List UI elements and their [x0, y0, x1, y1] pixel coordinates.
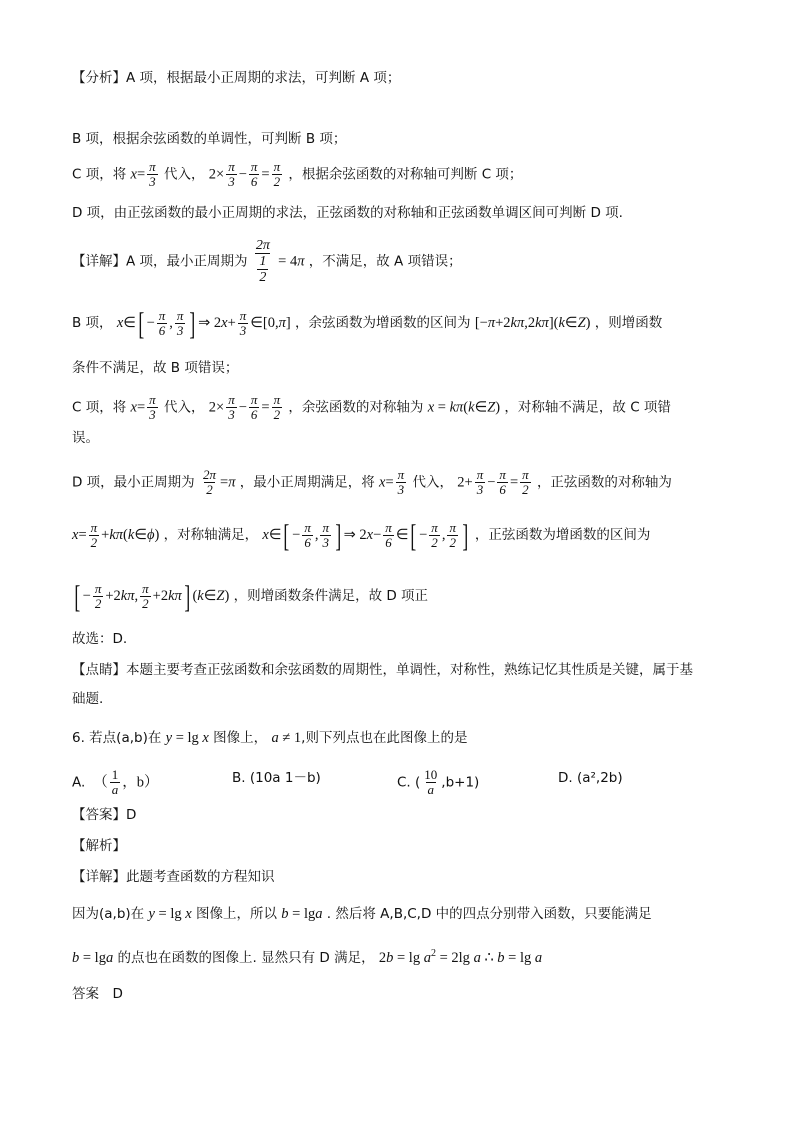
analysis-line-3: C 项，将 x= $\frac{\pi}{3}$ 代入， 2× $\frac{\pi}{3}$ − $\frac{\pi}{6}$ = $\frac{\pi}{2}$ ，根据余弦函数的对称轴可判断 C 项；	[72, 159, 523, 189]
option-d: D. (a²,2b)	[558, 770, 623, 786]
solution-line-2: b = lga 的点也在函数的图像上. 显然只有 D 满足， $2b = \lg a^2 = 2\lg$ a ∴ b = lg a	[72, 948, 543, 966]
detail-d-3: [ − $\frac{\pi}{2}$ +2kπ, $\frac{\pi}{2}$ +2kπ] (k∈Z) ，则增函数条件满足，故 D 项正	[74, 578, 429, 614]
option-b: B. (10a 1－b)	[232, 770, 321, 786]
detail-d: D 项，最小正周期为 $\frac{2\pi}{2}$ =π ，最小正周期满足，将 x= $\frac{\pi}{3}$ 代入， 2+ $\frac{\pi}{3}$ − $\frac{\pi}{6}$ = $\frac{\pi}{2}$ ，正弦函数的对称轴为	[72, 467, 672, 497]
option-a: A. （ $\frac{1}{a}$ ，b）	[72, 767, 159, 797]
detail-b: B 项， x∈[ − $\frac{\pi}{6}$ , $\frac{\pi}{3}$ ] ⇒ 2x+ $\frac{\pi}{3}$ ∈[0,π] ，余弦函数为增函数的区间为 [−π+2kπ,2kπ](k∈Z) ，则增函数	[72, 305, 663, 341]
detail-a: 【详解】A 项，最小正周期为 2π 1 2 = 4π ，不满足，故 A 项错误；	[72, 238, 462, 285]
comment-line-1: 【点睛】本题主要考查正弦函数和余弦函数的周期性，单调性，对称性，熟练记忆其性质是关键，属于基	[72, 662, 693, 678]
question-6-stem: 6. 若点(a,b)在 y = lg x 图像上， a ≠ 1,则下列点也在此图像上的是	[72, 730, 468, 746]
analysis-line-1: 【分析】A 项，根据最小正周期的求法，可判断 A 项；	[72, 70, 401, 86]
detail-c-cont: 误。	[72, 430, 99, 446]
choose-line: 故选：D.	[72, 631, 128, 647]
detail-d-2: x= $\frac{\pi}{2}$ +kπ(k∈ϕ) ，对称轴满足， x∈[ − $\frac{\pi}{6}$ , $\frac{\pi}{3}$ ] ⇒ 2x− $\frac{\pi}{6}$ ∈[ − $\frac{\pi}{2}$ , $\frac{\pi}{2}$ ] ，正弦函数为增函数的区间为	[72, 517, 651, 553]
comment-line-2: 础题.	[72, 691, 104, 707]
detail-heading: 【详解】此题考查函数的方程知识	[72, 869, 275, 885]
detail-b-cont: 条件不满足，故 B 项错误；	[72, 360, 239, 376]
analysis-line-4: D 项，由正弦函数的最小正周期的求法，正弦函数的对称轴和正弦函数单调区间可判断 D 项.	[72, 205, 623, 221]
analysis-heading: 【解析】	[72, 838, 126, 854]
option-c: C. ( $\frac{10}{a}$ ,b+1)	[397, 767, 480, 797]
detail-c: C 项，将 x= $\frac{\pi}{3}$ 代入， 2× $\frac{\pi}{3}$ − $\frac{\pi}{6}$ = $\frac{\pi}{2}$ ，余弦函数的对称轴为 x = kπ(k∈Z) ，对称轴不满足，故 C 项错	[72, 392, 671, 422]
analysis-line-2: B 项，根据余弦函数的单调性，可判断 B 项；	[72, 131, 347, 147]
final-answer: 答案 D	[72, 986, 123, 1002]
answer-line: 【答案】D	[72, 807, 137, 823]
solution-line-1: 因为(a,b)在 y = lg x 图像上，所以 b = lga . 然后将 A,B,C,D 中的四点分别带入函数，只要能满足	[72, 906, 652, 922]
